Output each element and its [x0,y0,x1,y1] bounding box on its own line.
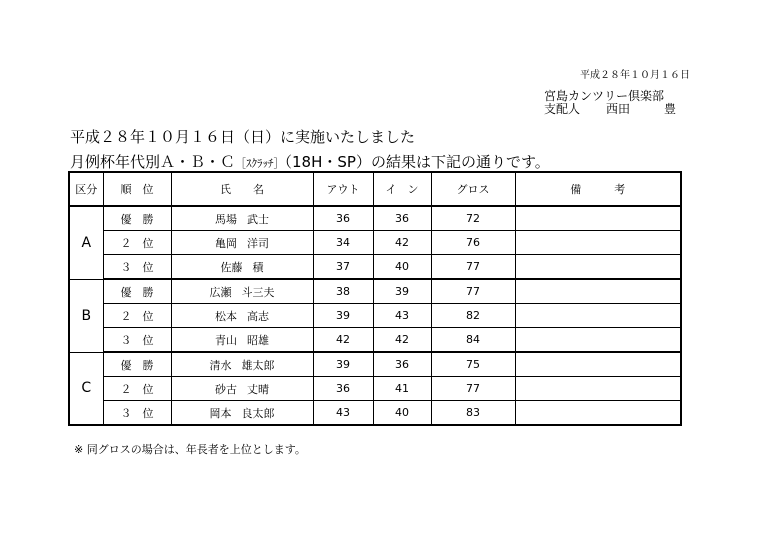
player-given-name: 高志 [247,309,269,323]
player-given-name: 積 [252,260,264,274]
gross-score-cell: 83 [431,401,515,426]
player-surname: 亀岡 [215,236,237,250]
manager-surname: 西田 [606,102,631,116]
player-surname: 佐藤 [220,260,243,274]
table-row [69,231,681,255]
club-name: 宮島カンツリー倶楽部 [544,89,665,103]
player-surname: 松本 [215,309,237,323]
gross-score-cell: 84 [431,328,515,353]
player-given-name: 丈晴 [247,382,269,396]
out-score-cell: 42 [313,328,373,353]
manager-line [544,103,676,116]
player-surname: 岡本 [209,406,232,420]
name-cell [171,206,313,231]
player-surname: 砂古 [215,382,237,396]
results-body [69,206,681,425]
col-header-in: イ ン [373,172,431,206]
remarks-cell [515,255,681,280]
name-cell [171,328,313,353]
gross-score-cell: 82 [431,304,515,328]
col-header-name: 氏 名 [171,172,313,206]
gross-score-cell: 77 [431,279,515,304]
out-score-cell: 36 [313,206,373,231]
in-score-cell: 39 [373,279,431,304]
in-score-cell: 43 [373,304,431,328]
manager-given: 豊 [664,102,677,116]
in-score-cell: 40 [373,255,431,280]
table-header-row [69,172,681,206]
name-cell [171,255,313,280]
remarks-cell [515,401,681,426]
in-score-cell: 42 [373,328,431,353]
col-header-out: アウト [313,172,373,206]
table-row [69,328,681,353]
table-row [69,304,681,328]
intro-line-2-bracket: ［ｽｸﾗｯﾁ］ [235,157,285,170]
rank-cell: ３ 位 [103,401,171,426]
name-cell [171,377,313,401]
gross-score-cell: 77 [431,255,515,280]
remarks-cell [515,304,681,328]
table-row [69,255,681,280]
results-table [68,171,682,426]
table-row [69,206,681,231]
col-header-gross: グロス [431,172,515,206]
division-cell: A [69,206,103,279]
remarks-cell [515,206,681,231]
player-given-name: 洋司 [247,236,269,250]
player-given-name: 雄太郎 [241,358,275,372]
remarks-cell [515,231,681,255]
gross-score-cell: 76 [431,231,515,255]
out-score-cell: 37 [313,255,373,280]
division-cell: B [69,279,103,352]
rank-cell: ２ 位 [103,231,171,255]
rank-cell: 優 勝 [103,279,171,304]
manager-role: 支配人 [544,102,581,116]
division-cell: C [69,352,103,425]
name-cell [171,231,313,255]
col-header-remarks: 備 考 [515,172,681,206]
rank-cell: ３ 位 [103,255,171,280]
out-score-cell: 43 [313,401,373,426]
in-score-cell: 36 [373,206,431,231]
out-score-cell: 39 [313,352,373,377]
player-surname: 馬場 [215,212,237,226]
in-score-cell: 40 [373,401,431,426]
out-score-cell: 34 [313,231,373,255]
intro-text [70,125,550,176]
in-score-cell: 36 [373,352,431,377]
in-score-cell: 41 [373,377,431,401]
player-surname: 青山 [215,333,237,347]
player-given-name: 武士 [247,212,269,226]
name-cell [171,352,313,377]
out-score-cell: 38 [313,279,373,304]
col-header-division: 区分 [69,172,103,206]
rank-cell: ２ 位 [103,377,171,401]
table-row [69,352,681,377]
out-score-cell: 36 [313,377,373,401]
in-score-cell: 42 [373,231,431,255]
rank-cell: ３ 位 [103,328,171,353]
table-row [69,377,681,401]
name-cell [171,304,313,328]
col-header-rank: 順 位 [103,172,171,206]
remarks-cell [515,377,681,401]
rank-cell: ２ 位 [103,304,171,328]
rank-cell: 優 勝 [103,206,171,231]
player-surname: 清水 [209,358,232,372]
gross-score-cell: 77 [431,377,515,401]
player-given-name: 良太郎 [241,406,275,420]
name-cell [171,401,313,426]
club-signature [544,90,676,116]
name-cell [171,279,313,304]
out-score-cell: 39 [313,304,373,328]
intro-line-2-suffix: （18H・SP）の結果は下記の通りです。 [284,153,550,171]
rank-cell: 優 勝 [103,352,171,377]
player-surname: 広瀬 [209,285,232,299]
document-date: 平成２８年１０月１６日 [580,70,690,81]
intro-line-1: 平成２８年１０月１６日（日）に実施いたしました [70,128,416,146]
table-row [69,279,681,304]
gross-score-cell: 72 [431,206,515,231]
remarks-cell [515,352,681,377]
remarks-cell [515,328,681,353]
table-row [69,401,681,426]
gross-score-cell: 75 [431,352,515,377]
player-given-name: 斗三夫 [241,285,275,299]
footnote: ※ 同グロスの場合は、年長者を上位とします。 [74,443,306,456]
remarks-cell [515,279,681,304]
player-given-name: 昭雄 [247,333,269,347]
intro-line-2-prefix: 月例杯年代別Ａ・Ｂ・Ｃ [70,153,236,171]
